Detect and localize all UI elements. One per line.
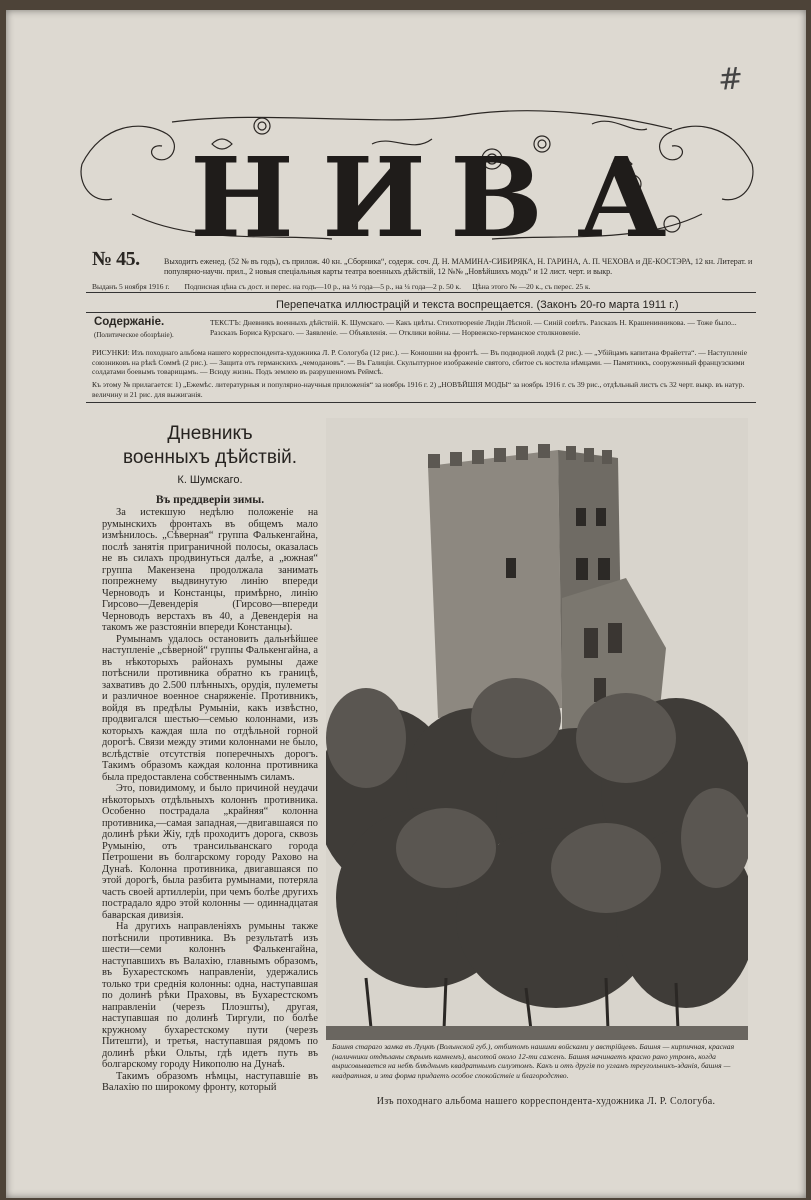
masthead-ornament-icon — [72, 104, 762, 254]
article-paragraph: За истекшую недѣлю положеніе на румынскихъ фронтахъ въ общемъ мало измѣнилось. „Сѣверная“ группа Фалькенгайна, послѣ занятія приграничной полосы, оказалась не въ силахъ продвинуться далѣе, а „южная“ группа Макензена продолжала занимать попрежнему выдвинутую линію впереди Черноводъ и Констанцы, примѣрно, линію Гирсово—Девендерія (Гирсово—впереди Черноводъ верстахъ въ 40, а Девендерія на такомъ же разстояніи впереди Констанцы). — [102, 507, 318, 633]
tower-illustration — [326, 418, 748, 1040]
article-section-heading: Въ преддверіи зимы. — [155, 494, 265, 506]
masthead-letter-2: И — [322, 133, 426, 254]
issue-dateline — [92, 282, 752, 292]
divider — [86, 312, 756, 313]
article-paragraph: Это, повидимому, и было причиной неудачи нѣкоторыхъ отдѣльныхъ колоннъ противника. Особенно пострадала „крайняя“ колонна противника,—самая западная,—двигавшаяся по долинѣ рѣки Жіу, гдѣ проходитъ дорога, сквозь Румынію, отъ трансильванскаго города Петрошени въ болгарскому городу Рахово на Дунаѣ. Колонна противника, двигавшаяся по этой дорогѣ, была разбита румынами, потеряла часть своей артиллеріи, при чемъ болѣе другихъ пострадало ядро этой колонны — одиннадцатая баварская дивизія. — [102, 783, 318, 921]
article-title — [102, 422, 318, 470]
divider — [86, 292, 756, 293]
pencil-mark: # — [716, 61, 745, 98]
issue-price: Цѣна этого № —20 к., съ перес. 25 к. — [472, 282, 591, 291]
illustration-caption: Башня стараго замка въ Луцкѣ (Волынской губ.), отбитомъ нашими войсками у австрійцевъ. Башня — кирпичная, красная (наличники отдѣланы сѣрымъ камнемъ), высотой около 12-ти саженъ. Башня начинаетъ красно рано утромъ, когда вырисовывается на небѣ блѣднымъ квадратнымъ силуэтомъ. Какъ и отъ другія по угламъ треугольникъ-зданія, башня — квадратная, и эта форма придаетъ особое спокойствіе и благородство. — [332, 1042, 735, 1080]
masthead — [72, 104, 762, 254]
contents-label: Содержаніе. — [94, 316, 165, 328]
masthead-letter-1: Н — [190, 133, 294, 254]
divider — [86, 402, 756, 403]
masthead-letter-4: А — [577, 133, 667, 254]
article-title-line1: Дневникъ — [167, 423, 253, 444]
contents-text: ТЕКСТЪ: Дневникъ военныхъ дѣйствій. К. Шумскаго. — Какъ цвѣты. Стихотвореніе Лидіи Лѣсной. — Синій совѣтъ. Разсказъ Н. Крашенинникова. — Тоже было... Разсказъ Бориса Курскаго. — Заявленіе. — Объявленія. — Отклики войны. — Норвежско-германское столкновеніе. — [210, 318, 737, 337]
tower-drawing-icon — [326, 418, 748, 1040]
newspaper-page — [6, 10, 806, 1198]
article-paragraph: На другихъ направленіяхъ румыны также потѣснили противника. Въ результатѣ изъ шести—семи колоннъ Фалькенгайна, наступавшихъ въ Валахію, главнымъ образомъ, въ Бухарестскомъ направленіи, удержались только три среднія колонны: одна, наступавшая по долинѣ рѣки Праховы, въ Бухарестскомъ направленіи (черезъ Плоэшты), другая, наступавшая по долинѣ Тиргули, по болѣе кружному бухарестскому пути (черезъ Питешти), и третья, наступавшая рядомъ по долинѣ рѣки Ольты, гдѣ идетъ путь въ болгарскому городу Никополю на Дунаѣ. — [102, 921, 318, 1070]
contents-supplement: Къ этому № прилагается: 1) „Ежемѣс. литературныя и популярно-научныя приложенія“ за ноябрь 1916 г. 2) „НОВѢЙШІЯ МОДЫ“ за ноябрь 1916 г. съ 39 рис., отдѣльный листъ съ 32 черт. выкр. въ натур. величину и 21 рис. для выжиганія. — [92, 380, 745, 399]
issue-subscription: Подписная цѣна съ дост. и перес. на годъ—10 р., на ½ года—5 р., на ¼ года—2 р. 50 к. — [184, 282, 462, 291]
reprint-notice: Перепечатка иллюстрацій и текста воспрещается. (Законъ 20-го марта 1911 г.) — [276, 299, 679, 311]
illustration-credit: Изъ походнаго альбома нашего корреспондента-художника Л. Р. Сологуба. — [376, 1096, 716, 1107]
article-author: К. Шумскаго. — [177, 474, 243, 486]
contents-sublabel: (Политическое обозрѣніе). — [94, 331, 174, 339]
masthead-letter-3: В — [450, 133, 543, 254]
article-body — [102, 507, 318, 1094]
issue-description: Выходитъ еженед. (52 № въ годъ), съ прилож. 40 кн. „Сборника“, содерж. соч. Д. Н. МАМИНА-СИБИРЯКА, Н. ГАРИНА, А. П. ЧЕХОВА и ДЕ-КОСТЭРА, 12 кн. Литерат. и популярно-научн. прил., 2 новыя спеціальныя карты театра военныхъ дѣйствій, 12 №№ „Новѣйшихъ модъ“ и 12 лист. черт. и выкр. — [164, 257, 753, 276]
article-paragraph: Такимъ образомъ нѣмцы, наступавшіе въ Валахію по широкому фронту, который — [102, 1070, 318, 1093]
contents-illustrations: РИСУНКИ: Изъ походнаго альбома нашего корреспондента-художника Л. Р. Сологуба (12 рис.). — Конюшни на фронтѣ. — Въ подводной лодкѣ (2 рис.). — „Убійцамъ капитана Фрайетта“. — Наступленіе союзниковъ на рѣкѣ Соммѣ (2 рис.). — Защита отъ германскихъ „чемодановъ“. — Въ Галиціи. Скульптурное изображеніе святого, сбитое съ костела нѣмцами. — Памятникъ, сооруженный французскими солдатами боевымъ товарищамъ. — Всюду жизнь. Подъ землею въ разрушенномъ Реймсѣ. — [92, 348, 748, 376]
issue-date: Выданъ 5 ноября 1916 г. — [92, 282, 170, 291]
issue-number: № 45. — [92, 248, 140, 270]
article-title-line2: военныхъ дѣйствій. — [122, 447, 298, 468]
article-paragraph: Румынамъ удалось остановить дальнѣйшее наступленіе „сѣверной“ группы Фалькенгайна, а въ нѣкоторыхъ районахъ румыны даже потѣснили противника обратно къ границѣ, захвативъ до 2.500 плѣнныхъ, орудія, пулеметы и различное военное снаряженіе. Противникъ, войдя въ предѣлы Румыніи, какъ извѣстно, продвигался шестью—семью колоннами, изъ которыхъ каждая шла по отдѣльной горной дорогѣ. Связи между этими колоннами не было, вслѣдствіе отсутствія поперечныхъ дорогъ. Такимъ образомъ каждая колонна противника была предоставлена собственнымъ силамъ. — [102, 633, 318, 783]
